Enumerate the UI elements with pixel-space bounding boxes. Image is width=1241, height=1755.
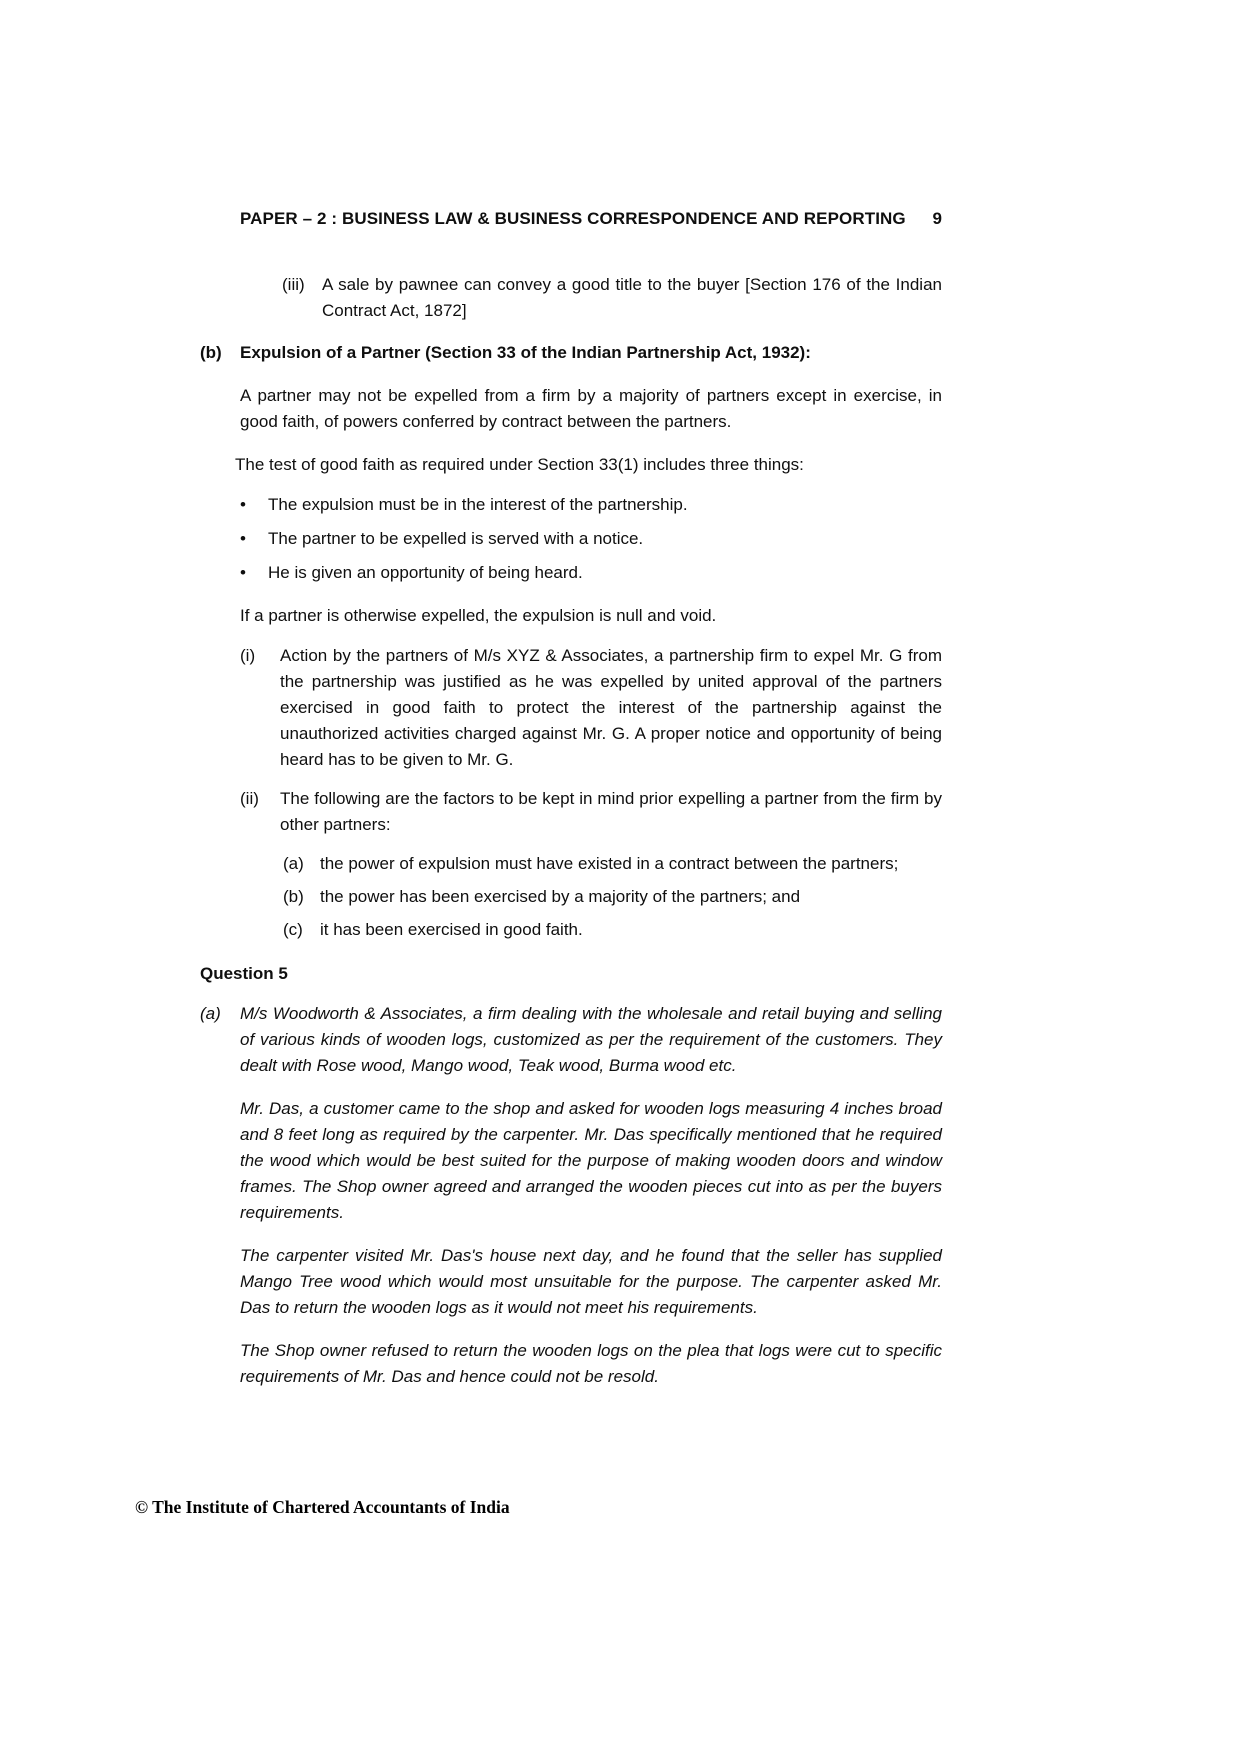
- sub-item-b-text: the power has been exercised by a majority of the partners; and: [320, 887, 801, 906]
- section-b-test-paragraph: The test of good faith as required under Section 33(1) includes three things:: [235, 455, 804, 474]
- section-b-marker: (b): [200, 343, 222, 362]
- page-header: [200, 206, 942, 232]
- section-b-heading: Expulsion of a Partner (Section 33 of the Indian Partnership Act, 1932):: [240, 343, 811, 362]
- document-content: [200, 206, 942, 1403]
- item-i-marker: (i): [240, 646, 256, 665]
- section-b-void-paragraph: If a partner is otherwise expelled, the expulsion is null and void.: [240, 606, 717, 625]
- sub-item-b-marker: (b): [283, 887, 304, 906]
- sub-item-a-marker: (a): [283, 854, 304, 873]
- sub-item-b: [283, 884, 942, 910]
- bullet-item: [240, 526, 942, 552]
- question-5-paragraph: M/s Woodworth & Associates, a firm dealing with the wholesale and retail buying and selling of various kinds of wooden logs, customized as per the requirement of the customers. They dealt with Rose wood, Mango wood, Teak wood, Burma wood etc.: [240, 1004, 942, 1075]
- bullet-icon: •: [240, 529, 246, 548]
- question-5-paragraph: Mr. Das, a customer came to the shop and asked for wooden logs measuring 4 inches broad and 8 feet long as required by the carpenter. Mr. Das specifically mentioned that he required the wood which would be best suited for the purpose of making wooden doors and window frames. The Shop owner agreed and arranged the wooden pieces cut into as per the buyers requirements.: [240, 1099, 942, 1222]
- item-i-text: Action by the partners of M/s XYZ & Associates, a partnership firm to expel Mr. G from the partnership was justified as he was expelled by united approval of the partners exercised in good faith to protect the interest of the partnership against the unauthorized activities charged against Mr. G. A proper notice and opportunity of being heard has to be given to Mr. G.: [280, 646, 942, 769]
- list-item-iii: [282, 272, 942, 324]
- question-5-paragraph: The carpenter visited Mr. Das's house next day, and he found that the seller has supplied Mango Tree wood which would most unsuitable for the purpose. The carpenter asked Mr. Das to return the wooden logs as it would not meet his requirements.: [240, 1246, 942, 1317]
- question-5-paragraph: The Shop owner refused to return the wooden logs on the plea that logs were cut to specific requirements of Mr. Das and hence could not be resold.: [240, 1341, 942, 1386]
- item-ii-marker: (ii): [240, 789, 259, 808]
- page-number: 9: [932, 209, 942, 228]
- item-ii-text: The following are the factors to be kept in mind prior expelling a partner from the firm by other partners:: [280, 789, 942, 834]
- bullet-text: The partner to be expelled is served with a notice.: [268, 529, 644, 548]
- question-5-heading: Question 5: [200, 964, 288, 983]
- section-b-rule-paragraph: A partner may not be expelled from a firm by a majority of partners except in exercise, in good faith, of powers conferred by contract between the partners.: [240, 386, 942, 431]
- sub-item-c-marker: (c): [283, 920, 303, 939]
- copyright-footer: © The Institute of Chartered Accountants of India: [135, 1497, 510, 1517]
- bullet-icon: •: [240, 563, 246, 582]
- section-b-heading-row: [200, 340, 942, 366]
- question-5-item-a: [200, 1001, 942, 1079]
- bullet-item: [240, 492, 942, 518]
- bullet-icon: •: [240, 495, 246, 514]
- list-item-ii: [240, 786, 942, 838]
- bullet-text: The expulsion must be in the interest of the partnership.: [268, 495, 688, 514]
- question-5-body: [200, 1001, 942, 1390]
- list-item-i: [240, 643, 942, 773]
- bullet-text: He is given an opportunity of being heard.: [268, 563, 583, 582]
- header-title: PAPER – 2 : BUSINESS LAW & BUSINESS CORRESPONDENCE AND REPORTING: [240, 209, 906, 228]
- sub-item-a: [283, 851, 942, 877]
- sub-item-c-text: it has been exercised in good faith.: [320, 920, 583, 939]
- item-iii-text: A sale by pawnee can convey a good title to the buyer [Section 176 of the Indian Contract Act, 1872]: [322, 275, 942, 320]
- item-iii-marker: (iii): [282, 275, 305, 294]
- bullet-item: [240, 560, 942, 586]
- sub-item-c: [283, 917, 942, 943]
- sub-item-a-text: the power of expulsion must have existed in a contract between the partners;: [320, 854, 899, 873]
- question-5-marker: (a): [200, 1004, 221, 1023]
